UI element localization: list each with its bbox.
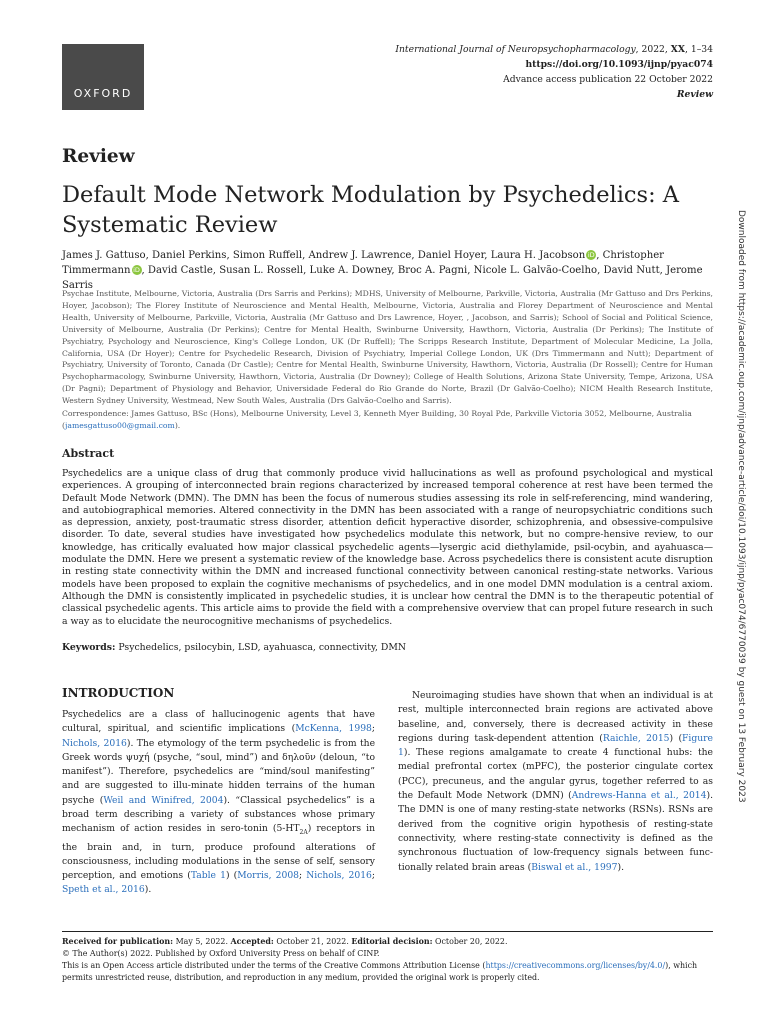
received-label: Received for publication: — [62, 937, 174, 946]
body-text: ). — [144, 884, 152, 896]
footer-divider — [62, 931, 713, 932]
citation-link[interactable]: Nichols, 2016 — [306, 870, 372, 882]
orcid-icon[interactable]: iD — [133, 266, 140, 274]
license-link[interactable]: https://creativecommons.org/licenses/by/4.0/ — [485, 961, 666, 970]
keywords-label: Keywords: — [62, 642, 116, 653]
email-link[interactable]: jamesgattuso00@gmail.com — [65, 420, 175, 430]
body-text: ). These regions amalgamate to create 4 functional hubs: the medial prefrontal cortex (mPFC), the posterior cingulate cortex (PCC), precuneus, and the angular gyrus, together referred to as the Default Mode Network (DMN) ( — [398, 747, 713, 802]
correspondence — [62, 408, 713, 432]
decision-date: October 20, 2022. — [432, 937, 508, 946]
authors-part1: James J. Gattuso, Daniel Perkins, Simon Ruffell, Andrew J. Lawrence, Daniel Hoyer, Laura H. Jacobson — [62, 250, 586, 261]
body-text: ). “Classical psychedelics” is a broad term describing a variety of substances whose primary mechanism of action resides in sero-tonin (5-HT — [62, 794, 375, 835]
journal-header — [395, 42, 713, 102]
license-pre: This is an Open Access article distributed under the terms of the Creative Commons Attribution License ( — [62, 961, 486, 970]
journal-volume: XX — [670, 44, 686, 55]
received-date: May 5, 2022. — [173, 937, 231, 946]
body-text: ). — [617, 861, 624, 873]
body-text: ) ( — [669, 732, 683, 744]
correspondence-text: Correspondence: James Gattuso, BSc (Hons), Melbourne University, Level 3, Kenneth Myer Building, 30 Royal Pde, Parkville Victoria 3052, Melbourne, Australia ( — [62, 409, 692, 430]
intro-column-2 — [398, 689, 713, 875]
logo-text: OXFORD — [73, 87, 133, 100]
citation-link[interactable]: Morris, 2008 — [237, 870, 300, 882]
oxford-logo — [62, 44, 144, 110]
citation-link[interactable]: Weil and Winifred, 2004 — [103, 794, 224, 806]
citation-link[interactable]: Biswal et al., 1997 — [531, 861, 618, 873]
citation-link[interactable]: Andrews-Hanna et al., 2014 — [571, 790, 707, 802]
doi-link[interactable]: https://doi.org/10.1093/ijnp/pyac074 — [525, 59, 713, 70]
body-text: ). The DMN is one of many resting-state networks (RSNs). RSNs are derived from the cognitive origin hypothesis of resting-state connectivity, where resting-state connectivity is defined as the synchronous fluctuation of low-frequency signals between func-tionally related brain areas ( — [398, 790, 713, 873]
abstract-text: Psychedelics are a unique class of drug that commonly produce vivid hallucinations as well as profound psychological and mystical experiences. A grouping of interconnected brain regions characterized by increased temporal coherence at rest have been termed the Default Mode Network (DMN). The DMN has been the focus of numerous studies assessing its role in self-referencing, mind wandering, and autobiographical memories. Altered connectivity in the DMN has been associated with a range of neuropsychiatric conditions such as depression, anxiety, post-traumatic stress disorder, attention deficit hyperactive disorder, schizophrenia, and obsessive-compulsive disorder. To date, several studies have investigated how psychedelics modulate this network, but no compre-hensive review, to our knowledge, has critically evaluated how major classical psychedelic agents—lysergic acid diethylamide, psil-ocybin, and ayahuasca—modulate the DMN. Here we present a systematic review of the knowledge base. Across psychedelics there is consistent acute disruption in resting state connectivity within the DMN and increased functional connectivity between canonical resting-state networks. Various models have been proposed to explain the cognitive mechanisms of psychedelics, and in one model DMN modulation is a central axiom. Although the DMN is consistently implicated in psychedelic studies, it is unclear how central the DMN is to the therapeutic potential of classical psychedelic agents. This article aims to provide the field with a comprehensive overview that can propel future research in such a way as to elucidate the neurocognitive mechanisms of psychedelics. — [62, 468, 713, 627]
body-text: ) receptors in the brain and, in turn, produce profound alterations of consciousness, including modulations in the sense of self, sensory perception, and emotions ( — [62, 823, 376, 882]
copyright: © The Author(s) 2022. Published by Oxford University Press on behalf of CINP. — [62, 949, 380, 958]
license-post: ), which permits unrestricted reuse, distribution, and reproduction in any medium, provided the original work is properly cited. — [62, 961, 698, 982]
download-watermark — [732, 210, 752, 810]
orcid-icon[interactable]: iD — [587, 251, 595, 259]
keywords-list: Psychedelics, psilocybin, LSD, ayahuasca, connectivity, DMN — [115, 642, 407, 653]
download-note: Downloaded from https://academic.oup.com/ijnp/advance-article/doi/10.1093/ijnp/pyac074/6770039 by guest on 13 February 2023 — [736, 210, 746, 803]
authors-part2: , Christopher Timmermann — [62, 250, 664, 276]
citation-link[interactable]: Speth et al., 2016 — [62, 884, 145, 896]
article-type: Review — [62, 146, 135, 167]
publication-footer — [62, 936, 713, 984]
accepted-date: October 21, 2022. — [273, 937, 352, 946]
journal-name: International Journal of Neuropsychopharmacology — [395, 44, 636, 55]
affiliations: Psychae Institute, Melbourne, Victoria, Australia (Drs Sarris and Perkins); MDHS, University of Melbourne, Parkville, Victoria, Australia (Mr Gattuso and Drs Perkins, Hoyer, Jacobson); The Florey Institute of Neuroscience and Mental Health, Melbourne, Victoria, Australia and Florey Department of Neuroscience and Mental Health, University of Melbourne, Parkville, Victoria, Australia (Mr Gattuso and Drs Lawrence, Hoyer, , Jacobson, and Sarris); School of Social and Political Science, University of Melbourne, Australia (Dr Perkins); Centre for Mental Health, Swinburne University, Hawthorn, Victoria, Australia (Dr Perkins); The Institute of Psychiatry, Psychology and Neuroscience, King's College London, UK (Dr Ruffell); The Scripps Research Institute, Department of Molecular Medicine, La Jolla, California, USA (Dr Hoyer); Centre for Psychedelic Research, Division of Psychiatry, Imperial College London, UK (Drs Timmermann and Nutt); Department of Psychiatry, University of Toronto, Canada (Dr Castle); Centre for Mental Health, Swinburne University, Hawthorn, Victoria, Australia (Dr Rossell); Centre for Human Psychopharmacology, Swinburne University, Hawthorn, Victoria, Australia (Dr Downey); College of Health Solutions, Arizona State University, Tempe, Arizona, USA (Dr Pagni); Department of Physiology and Behavior, Universidade Federal do Rio Grande do Norte, Brazil (Dr Galvão-Coelho); NICM Health Research Institute, Western Sydney University, Westmead, New South Wales, Australia (Drs Galvão-Coelho and Sarris). — [62, 289, 713, 406]
advance-access: Advance access publication 22 October 2022 — [503, 74, 713, 85]
article-title: Default Mode Network Modulation by Psychedelics: A Systematic Review — [62, 182, 680, 238]
citation-link[interactable]: Table 1 — [190, 870, 226, 882]
journal-citation — [395, 42, 713, 57]
authors-part3: , David Castle, Susan L. Rossell, Luke A. Downey, Broc A. Pagni, Nicole L. Galvão-Coelho, David Nutt, Jerome Sarris — [62, 265, 703, 291]
accepted-label: Accepted: — [230, 937, 274, 946]
header-article-type: Review — [676, 89, 713, 100]
decision-label: Editorial decision: — [351, 937, 433, 946]
abstract-heading: Abstract — [62, 447, 115, 460]
journal-pages: , 1–34 — [685, 44, 713, 55]
citation-link[interactable]: Nichols, 2016 — [62, 737, 127, 749]
body-text: ; — [371, 723, 375, 735]
publication-dates — [62, 936, 713, 948]
correspondence-end: ). — [174, 420, 181, 430]
body-text: Psychedelics are a class of hallucinogenic agents that have cultural, spiritual, and scientific implications ( — [62, 709, 375, 735]
license — [62, 960, 713, 984]
body-text: ; — [299, 870, 307, 882]
body-text: ) ( — [225, 870, 238, 882]
introduction-heading: INTRODUCTION — [62, 686, 175, 700]
body-text: ). The etymology of the term psychedelic is from the Greek words ψυχή (psyche, “soul, mind”) and δηλοῦν (deloun, “to manifest”). Therefore, psychedelics are “mind/soul manifesting” and are suggested to illu-minate hidden terrains of the human psyche ( — [62, 737, 376, 806]
journal-year: , 2022, — [635, 44, 671, 55]
body-text: ; — [371, 870, 375, 882]
citation-link[interactable]: McKenna, 1998 — [295, 723, 372, 735]
body-text: Neuroimaging studies have shown that when an individual is at rest, multiple interconnected brain regions are activated above baseline, and, conversely, there is decreased activity in these regions during task-dependent attention ( — [398, 690, 713, 744]
citation-link[interactable]: Figure 1 — [398, 732, 713, 759]
body-text: 2A — [299, 829, 308, 837]
intro-column-1 — [62, 708, 375, 898]
citation-link[interactable]: Raichle, 2015 — [602, 732, 670, 744]
keywords — [62, 642, 406, 653]
author-list — [62, 248, 717, 293]
